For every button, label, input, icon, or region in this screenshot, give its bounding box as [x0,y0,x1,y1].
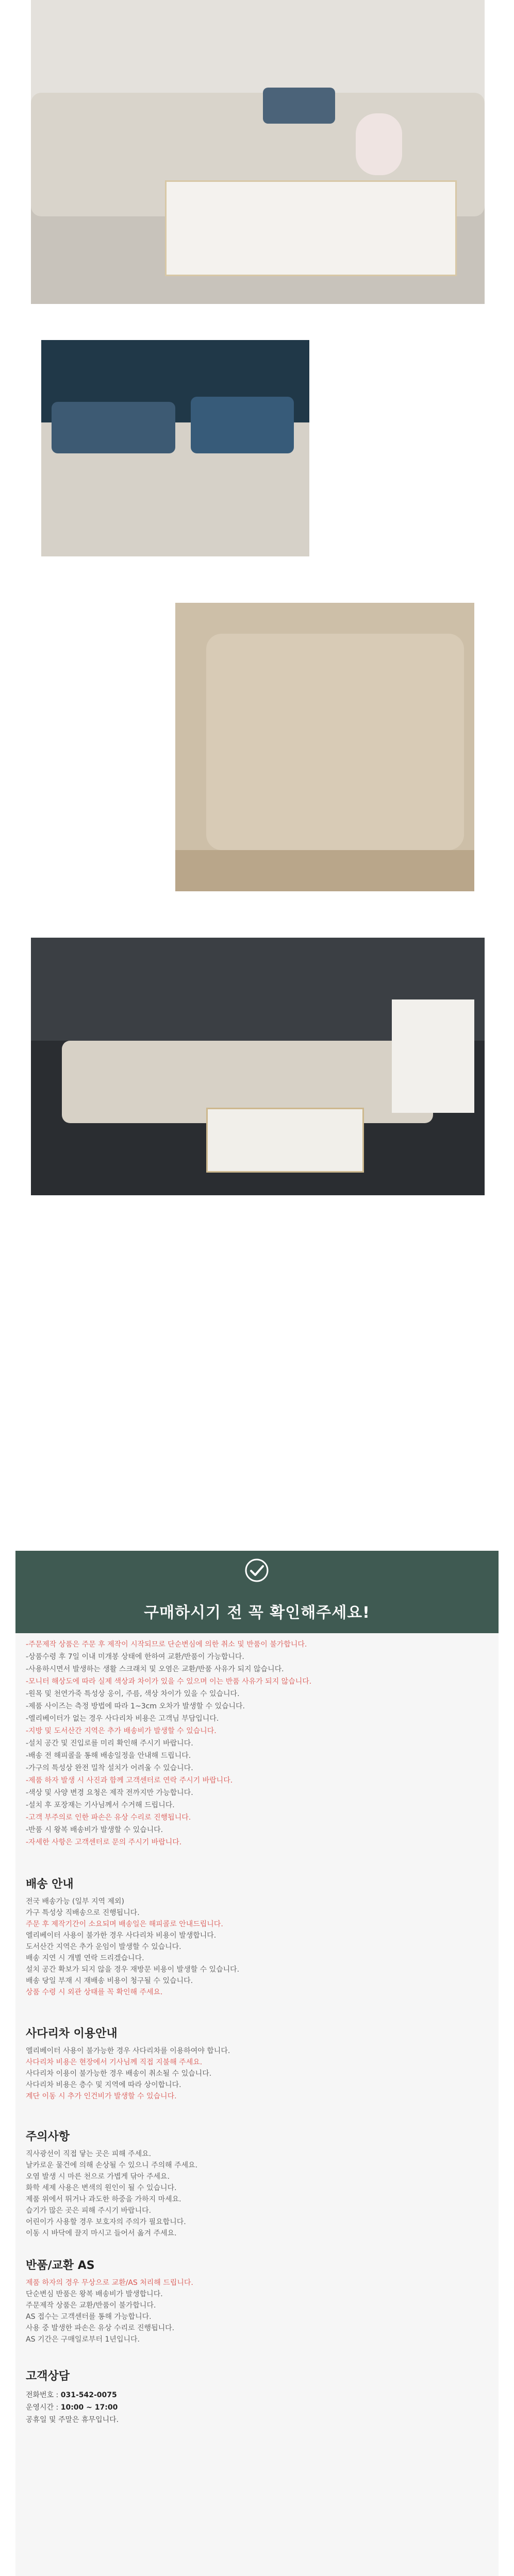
notice-line: -엘리베이터가 없는 경우 사다리차 비용은 고객님 부담입니다. [26,1715,219,1723]
photo-cushion [52,402,175,453]
contact-title: 고객상담 [26,2370,70,2383]
notice-title: 구매하시기 전 꼭 확인해주세요! [144,1604,370,1622]
return-text [26,2277,487,2345]
caution-line: 어린이가 사용할 경우 보호자의 주의가 필요합니다. [26,2218,186,2226]
contact-phone [26,2389,117,2400]
caution-line: 화학 세제 사용은 변색의 원인이 될 수 있습니다. [26,2184,177,2192]
contact-phone-number[interactable]: 031-542-0075 [60,2391,117,2399]
photo-vase [356,113,402,175]
notice-line: -지방 및 도서산간 지역은 추가 배송비가 발생할 수 있습니다. [26,1727,217,1735]
delivery-line: 주문 후 제작기간이 소요되며 배송일은 해피콜로 안내드립니다. [26,1920,223,1928]
caution-title: 주의사항 [26,2130,70,2143]
ladder-line: 엘리베이터 사용이 불가능한 경우 사다리차를 이용하여야 합니다. [26,2047,230,2055]
notice-line: -반품 시 왕복 배송비가 발생할 수 있습니다. [26,1826,163,1834]
return-line: 제품 하자의 경우 무상으로 교환/AS 처리해 드립니다. [26,2279,193,2287]
notice-line: -가구의 특성상 완전 밀착 설치가 어려울 수 있습니다. [26,1764,193,1772]
photo-table [165,180,457,276]
sofa-photo-4 [31,938,485,1195]
delivery-line: 배송 당일 부재 시 재배송 비용이 청구될 수 있습니다. [26,1977,193,1985]
ladder-line: 사다리차 비용은 현장에서 기사님께 직접 지불해 주세요. [26,2058,203,2066]
delivery-line: 설치 공간 확보가 되지 않을 경우 재방문 비용이 발생할 수 있습니다. [26,1965,240,1974]
notice-line: -배송 전 해피콜을 통해 배송일정을 안내해 드립니다. [26,1752,191,1760]
delivery-line: 도서산간 지역은 추가 운임이 발생할 수 있습니다. [26,1943,181,1951]
return-line: 주문제작 상품은 교환/반품이 불가합니다. [26,2301,156,2310]
delivery-line: 상품 수령 시 외관 상태를 꼭 확인해 주세요. [26,1988,163,1996]
return-line: AS 기간은 구매일로부터 1년입니다. [26,2335,140,2344]
contact-hours-label: 운영시간 : [26,2403,59,2412]
photo-table [206,1108,364,1173]
sofa-photo-3 [175,603,474,891]
ladder-title: 사다리차 이용안내 [26,2027,118,2040]
caution-text [26,2148,487,2239]
notice-line: -색상 및 사양 변경 요청은 제작 전까지만 가능합니다. [26,1789,193,1797]
return-line: AS 접수는 고객센터를 통해 가능합니다. [26,2313,152,2321]
contact-phone-label: 전화번호 : [26,2391,59,2399]
notice-header [15,1551,499,1633]
contact-hours-value: 10:00 ~ 17:00 [60,2403,118,2412]
notice-line: -제품 사이즈는 측정 방법에 따라 1~3cm 오차가 발생할 수 있습니다. [26,1702,245,1710]
delivery-line: 전국 배송가능 (일부 지역 제외) [26,1897,125,1906]
notice-line: -자세한 사항은 고객센터로 문의 주시기 바랍니다. [26,1838,182,1846]
check-circle-icon [244,1558,269,1583]
contact-note: 공휴일 및 주말은 휴무입니다. [26,2416,119,2424]
notice-line: -설치 공간 및 진입로를 미리 확인해 주시기 바랍니다. [26,1739,193,1748]
notice-line: -제품 하자 발생 시 사진과 함께 고객센터로 연락 주시기 바랍니다. [26,1776,233,1785]
ladder-line: 사다리차 비용은 층수 및 지역에 따라 상이합니다. [26,2081,181,2089]
ladder-line: 계단 이동 시 추가 인건비가 발생할 수 있습니다. [26,2092,177,2100]
photo-cushion [263,88,335,124]
photo-sofa [206,634,464,850]
caution-line: 습기가 많은 곳은 피해 주시기 바랍니다. [26,2207,152,2215]
notice-section [15,1551,499,2576]
ladder-text [26,2045,487,2102]
sofa-photo-1 [31,0,485,304]
ladder-line: 사다리차 이용이 불가능한 경우 배송이 취소될 수 있습니다. [26,2070,212,2078]
return-title: 반품/교환 AS [26,2259,95,2272]
delivery-line: 엘리베이터 사용이 불가한 경우 사다리차 비용이 발생합니다. [26,1931,217,1940]
caution-line: 오염 발생 시 마른 천으로 가볍게 닦아 주세요. [26,2173,170,2181]
delivery-line: 가구 특성상 직배송으로 진행됩니다. [26,1909,140,1917]
contact-hours [26,2402,118,2412]
notice-line: -설치 후 포장재는 기사님께서 수거해 드립니다. [26,1801,175,1809]
notice-line: -고객 부주의로 인한 파손은 유상 수리로 진행됩니다. [26,1814,191,1822]
delivery-line: 배송 지연 시 개별 연락 드리겠습니다. [26,1954,144,1962]
return-line: 사용 중 발생한 파손은 유상 수리로 진행됩니다. [26,2324,175,2332]
photo-cabinet [392,999,474,1113]
photo-floor [175,850,474,891]
caution-line: 직사광선이 직접 닿는 곳은 피해 주세요. [26,2150,152,2158]
delivery-title: 배송 안내 [26,1878,74,1891]
return-line: 단순변심 반품은 왕복 배송비가 발생합니다. [26,2290,163,2298]
notice-line: -주문제작 상품은 주문 후 제작이 시작되므로 단순변심에 의한 취소 및 반품이 불가합니다. [26,1640,307,1649]
notice-intro [26,1638,487,1849]
delivery-text [26,1896,487,1998]
notice-body [15,1633,499,2576]
caution-line: 제품 위에서 뛰거나 과도한 하중을 가하지 마세요. [26,2195,181,2204]
caution-line: 이동 시 바닥에 끌지 마시고 들어서 옮겨 주세요. [26,2229,177,2238]
notice-line: -모니터 해상도에 따라 실제 색상과 차이가 있을 수 있으며 이는 반품 사유가 되지 않습니다. [26,1677,312,1686]
sofa-photo-2 [41,340,309,556]
photo-cushion [191,397,294,453]
notice-line: -원목 및 천연가죽 특성상 옹이, 주름, 색상 차이가 있을 수 있습니다. [26,1690,240,1698]
caution-line: 날카로운 물건에 의해 손상될 수 있으니 주의해 주세요. [26,2161,198,2170]
notice-line: -사용하시면서 발생하는 생활 스크래치 및 오염은 교환/반품 사유가 되지 않습니다. [26,1665,284,1673]
notice-line: -상품수령 후 7일 이내 미개봉 상태에 한하여 교환/반품이 가능합니다. [26,1653,244,1661]
